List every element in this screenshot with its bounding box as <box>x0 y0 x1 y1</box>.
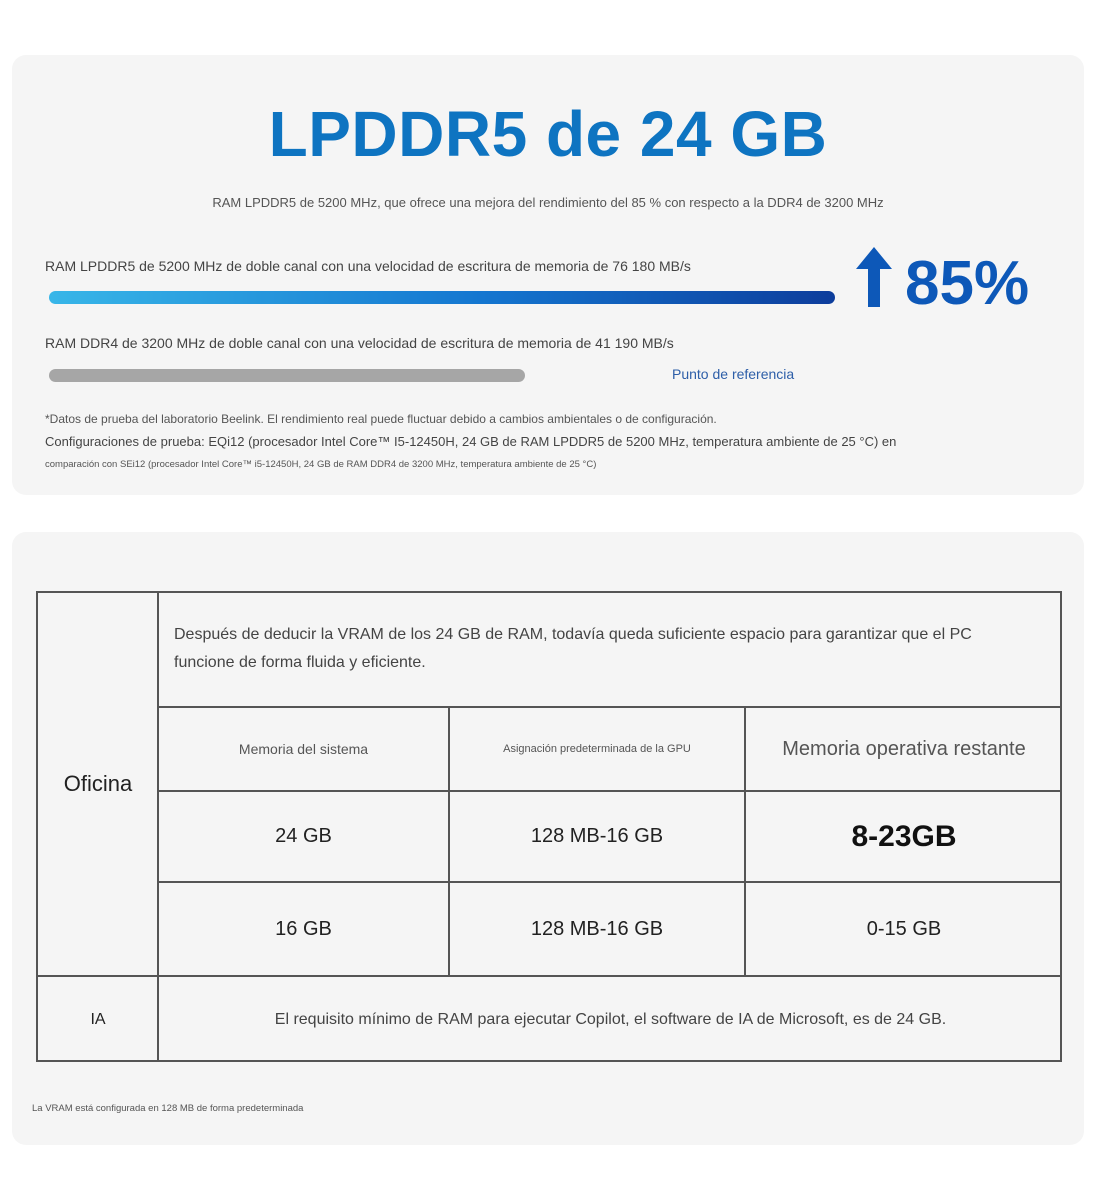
table-cell: 128 MB-16 GB <box>530 917 664 940</box>
ia-row-label: IA <box>90 1010 106 1028</box>
page-title: LPDDR5 de 24 GB <box>268 98 828 170</box>
table-cell: 24 GB <box>275 825 332 847</box>
improvement-percentage: 85% <box>905 249 1030 318</box>
table-cell: 16 GB <box>275 917 332 940</box>
reference-label: Punto de referencia <box>672 366 795 382</box>
test-data-note: *Datos de prueba del laboratorio Beelink. El rendimiento real puede fluctuar debido a cambios ambientales o de configuración. <box>45 412 717 426</box>
ddr4-speed-bar <box>49 369 525 382</box>
ram-performance-panel <box>12 55 1084 495</box>
lpddr5-speed-bar <box>49 291 835 304</box>
table-cell: 0-15 GB <box>866 917 942 940</box>
oficina-row-label: Oficina <box>63 771 133 796</box>
oficina-description: Después de deducir la VRAM de los 24 GB de RAM, todavía queda suficiente espacio para garantizar que el PC funcione de forma fluida y eficiente. <box>174 626 972 671</box>
header-system-memory: Memoria del sistema <box>238 741 369 757</box>
test-comparison-note: comparación con SEi12 (procesador Intel Core™ i5-12450H, 24 GB de RAM DDR4 de 3200 MHz, temperatura ambiente de 25 °C) <box>45 459 597 470</box>
arrow-up-icon <box>854 245 894 309</box>
vram-footnote: La VRAM está configurada en 128 MB de forma predeterminada <box>32 1103 304 1114</box>
test-config-note: Configuraciones de prueba: EQi12 (procesador Intel Core™ I5-12450H, 24 GB de RAM LPDDR5 de 5200 MHz, temperatura ambiente de 25 °C) en <box>45 434 897 449</box>
table-cell: 8-23GB <box>851 819 957 853</box>
header-gpu-allocation: Asignación predeterminada de la GPU <box>503 743 691 755</box>
table-cell: 128 MB-16 GB <box>530 825 664 847</box>
memory-usage-panel <box>12 532 1084 1145</box>
lpddr5-bar-label: RAM LPDDR5 de 5200 MHz de doble canal con una velocidad de escritura de memoria de 76 180 MB/s <box>45 258 691 274</box>
page-subtitle: RAM LPDDR5 de 5200 MHz, que ofrece una mejora del rendimiento del 85 % con respecto a la DDR4 de 3200 MHz <box>212 195 884 210</box>
ia-description: El requisito mínimo de RAM para ejecutar Copilot, el software de IA de Microsoft, es de 24 GB. <box>274 1010 947 1028</box>
memory-table <box>36 591 1062 1062</box>
ddr4-bar-label: RAM DDR4 de 3200 MHz de doble canal con una velocidad de escritura de memoria de 41 190 MB/s <box>45 335 674 351</box>
header-remaining-memory: Memoria operativa restante <box>782 737 1026 760</box>
